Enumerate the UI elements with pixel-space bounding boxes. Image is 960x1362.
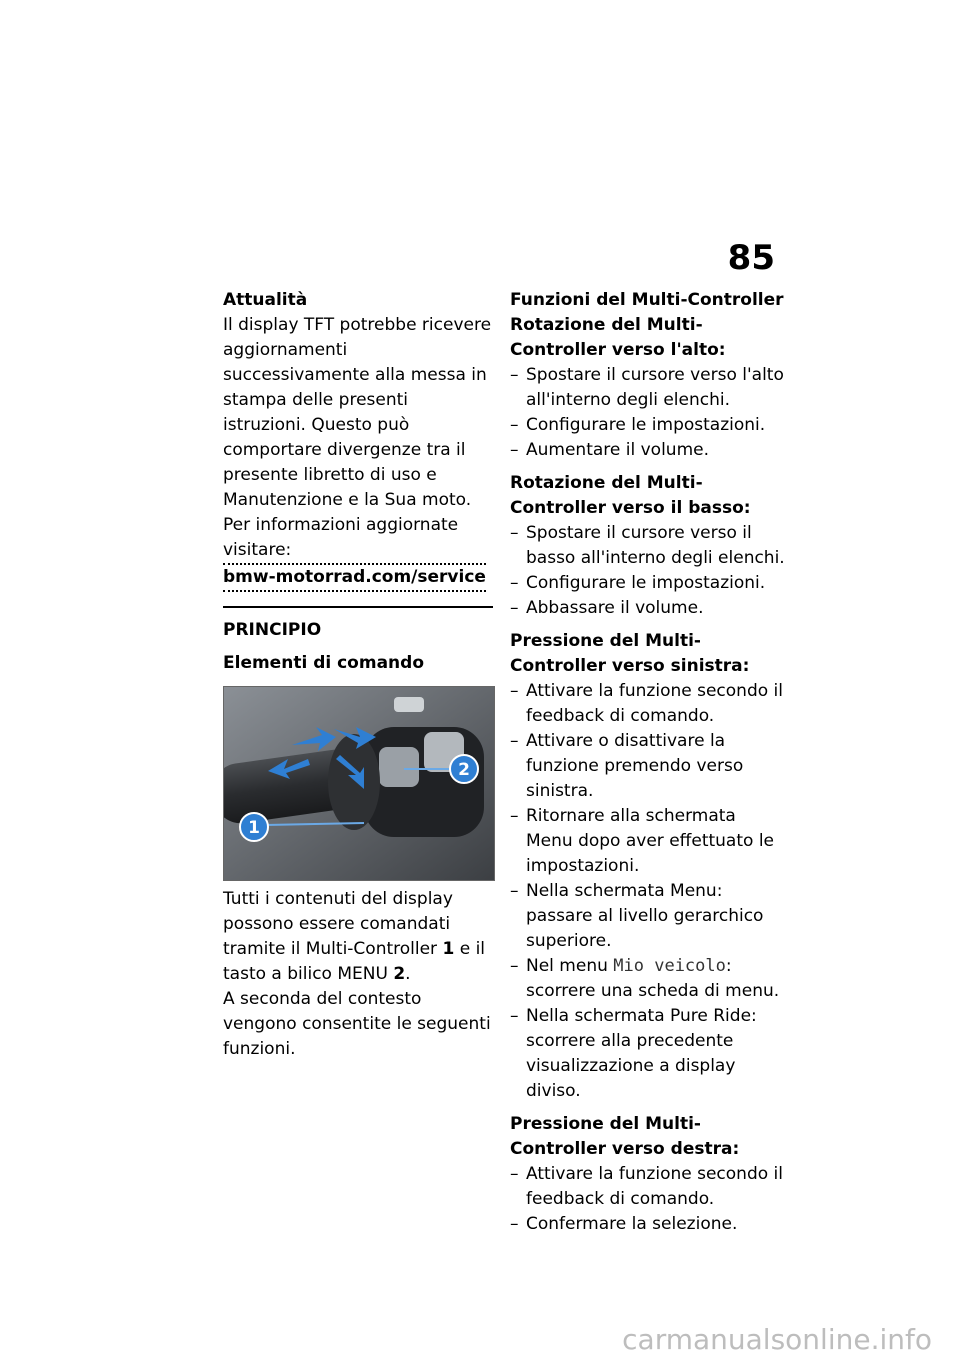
news-text: Il display TFT potrebbe ricevere aggiornamenti successivamente alla messa in stampa delle presenti istruzioni. Questo può comportare divergenze tra il presente libretto di uso e Manutenzione e la Sua moto. Per informazioni aggiornate visitare: [223, 315, 492, 560]
body-1-end: . [405, 964, 411, 984]
list-item: – Nella schermata Pure Ride: scorrere alla precedente visualizzazione a display diviso. [510, 1004, 785, 1104]
body-paragraph-2: A seconda del contesto vengono consentite le seguenti funzioni. [223, 989, 491, 1059]
watermark: carmanualsonline.info [622, 1323, 932, 1356]
list-item: – Spostare il cursore verso il basso all'interno degli elenchi. [510, 521, 785, 571]
list-item: – Configurare le impostazioni. [510, 413, 785, 438]
list-item: – Confermare la selezione. [510, 1212, 785, 1237]
callout-1: 1 [248, 818, 260, 838]
functions-title: Funzioni del Multi-Controller [510, 290, 784, 310]
body-paragraph-1 [223, 887, 493, 987]
multi-controller-wheel [328, 734, 380, 830]
body-1-mid: e il tasto a bilico MENU [223, 939, 486, 984]
group-heading: Pressione del Multi-Controller verso destra: [510, 1114, 740, 1159]
handlebar-illustration [224, 687, 494, 880]
list-item: – Ritornare alla schermata Menu dopo aver effettuato le impostazioni. [510, 804, 785, 879]
left-column [223, 288, 493, 1062]
list-item: – Attivare la funzione secondo il feedback di comando. [510, 679, 785, 729]
group-press-left [510, 629, 785, 1104]
section-title: PRINCIPIO [223, 620, 322, 640]
list-item: – Attivare o disattivare la funzione premendo verso sinistra. [510, 729, 785, 804]
right-column [510, 288, 785, 1245]
page-number: 85 [727, 238, 775, 278]
group-press-right [510, 1112, 785, 1237]
sub-title: Elementi di comando [223, 653, 424, 673]
group-heading: Rotazione del Multi-Controller verso l'alto: [510, 315, 726, 360]
group-heading: Rotazione del Multi-Controller verso il basso: [510, 473, 751, 518]
menu-rocker-button [379, 747, 419, 787]
menu-prefix: Nel menu [526, 956, 608, 976]
group-rotate-up [510, 313, 785, 463]
list-item: – Spostare il cursore verso l'alto all'interno degli elenchi. [510, 363, 785, 413]
group-rotate-down [510, 471, 785, 621]
body-1-text: Tutti i contenuti del display possono essere comandati tramite il Multi-Controller [223, 889, 453, 959]
ref-2: 2 [393, 964, 406, 984]
list-item: – Nella schermata Menu: passare al livello gerarchico superiore. [510, 879, 785, 954]
callout-2: 2 [458, 760, 470, 780]
group-heading: Pressione del Multi-Controller verso sinistra: [510, 631, 750, 676]
menu-name-mio-veicolo: Mio veicolo [613, 956, 726, 976]
list-item: – Aumentare il volume. [510, 438, 785, 463]
list-item: – Configurare le impostazioni. [510, 571, 785, 596]
list-item-mio-veicolo [510, 954, 785, 1004]
menu-suffix: : scorrere una scheda di menu. [526, 956, 780, 1001]
section-divider [223, 606, 493, 608]
list-item: – Attivare la funzione secondo il feedback di comando. [510, 1162, 785, 1212]
ref-1: 1 [442, 939, 455, 959]
list-item: – Abbassare il volume. [510, 596, 785, 621]
service-link[interactable]: bmw-motorrad.com/service [223, 563, 486, 592]
handlebar-controls-figure [223, 686, 495, 881]
news-title: Attualità [223, 290, 308, 310]
